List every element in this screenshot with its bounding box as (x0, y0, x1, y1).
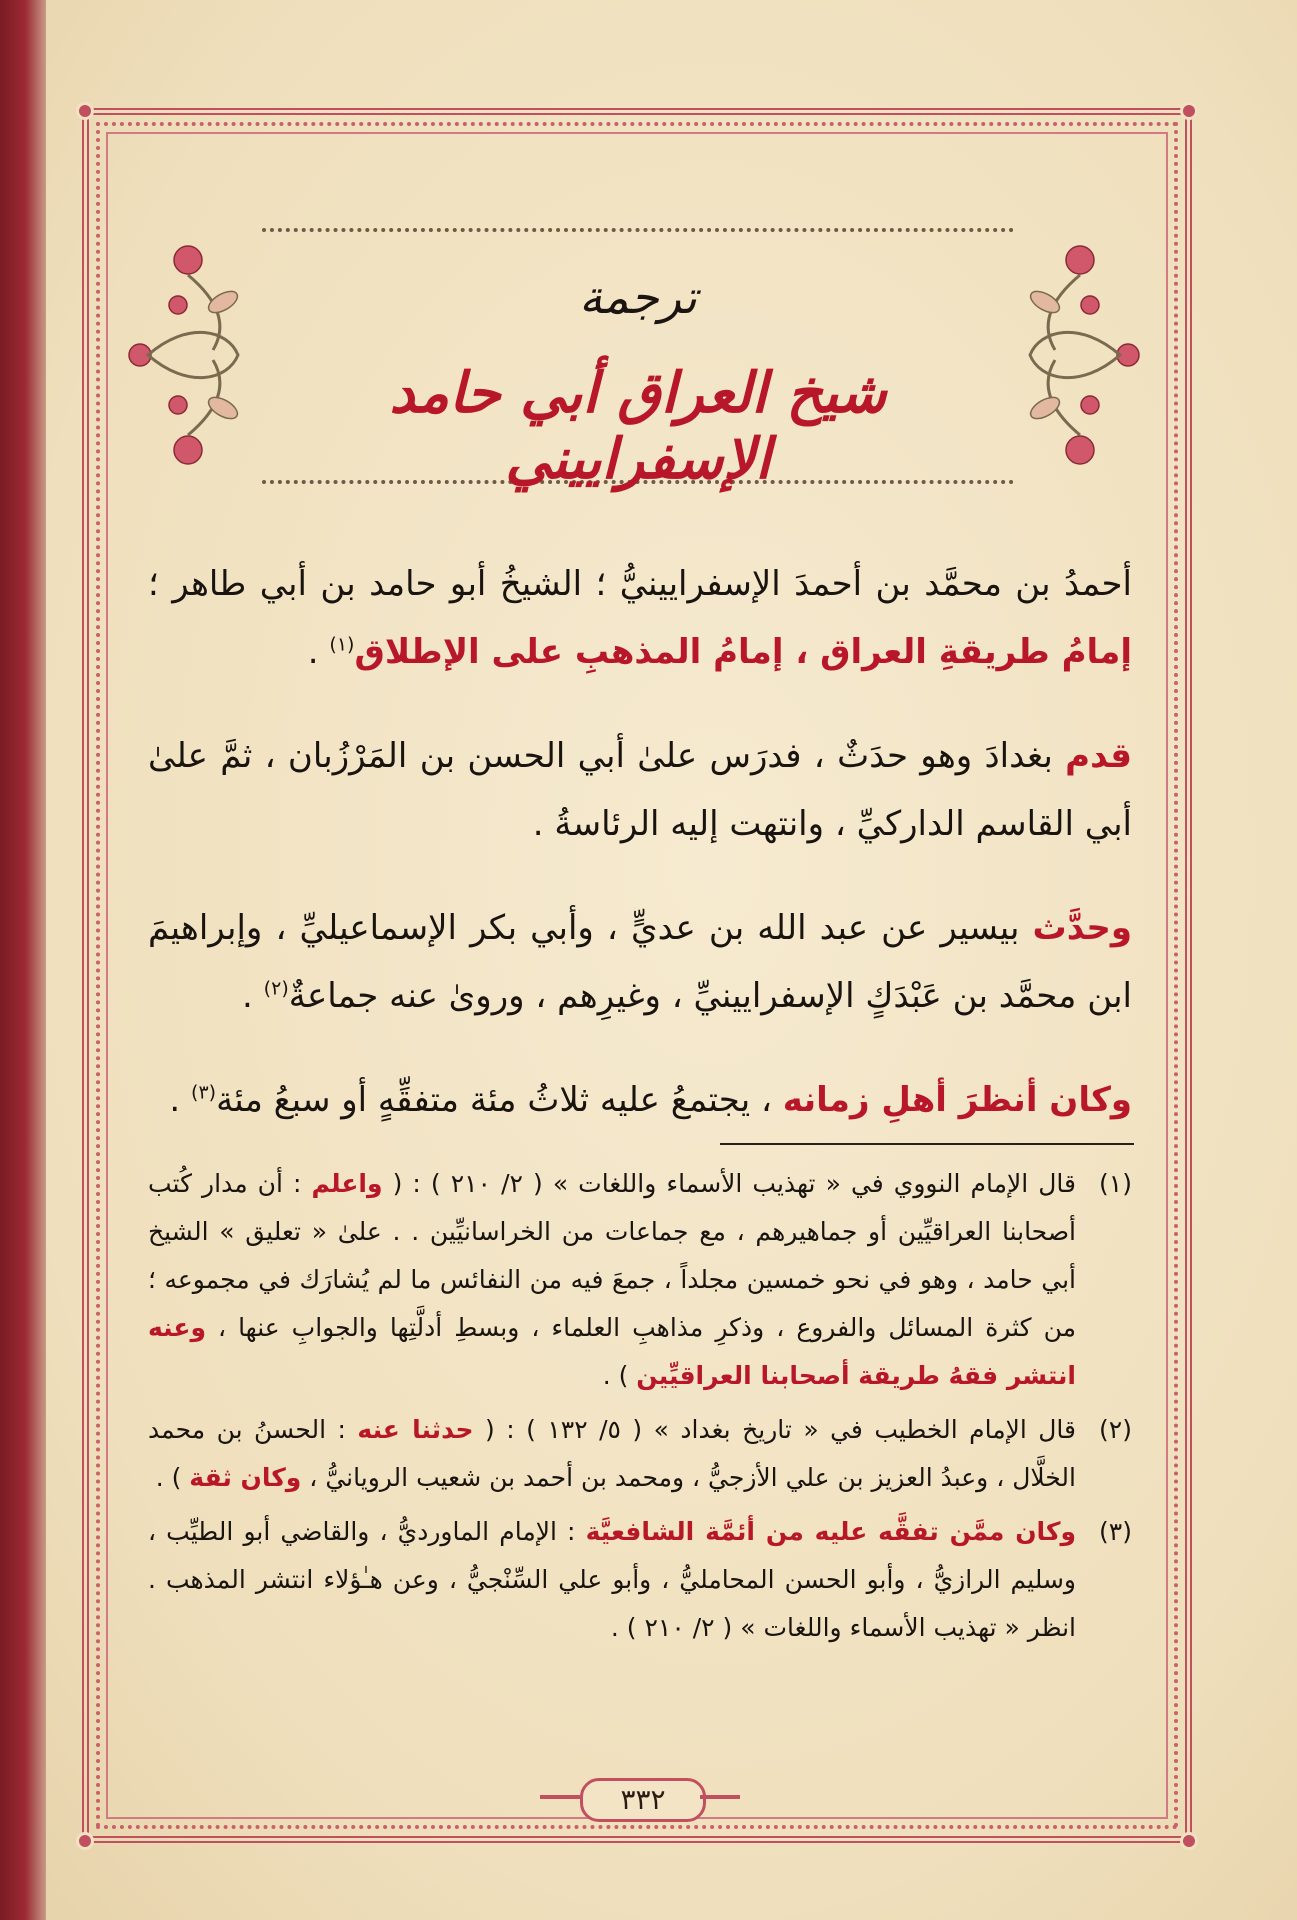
footnotes (148, 1160, 1132, 1658)
highlighted-text: قدم (1065, 736, 1132, 776)
paragraph-text: بيسير عن عبد الله بن عديٍّ ، وأبي بكر الإسماعيليِّ ، وإبراهيمَ ابن محمَّد بن عَبْدَكٍ الإسفرايينيِّ ، وغيرِهم ، وروىٰ عنه جماعةٌ (148, 908, 1132, 1016)
paragraph-end: . (307, 632, 330, 672)
footnote-segment: : الحسنُ بن محمد الخلَّال ، وعبدُ العزيز بن علي الأزجيُّ ، ومحمد بن أحمد بن شعيب الرويانيُّ ، (148, 1415, 1076, 1492)
highlighted-text: حدثنا عنه (357, 1415, 474, 1444)
paragraph (148, 550, 1132, 686)
chapter-subject-title: شيخ العراق أبي حامد الإسفراييني (389, 360, 887, 492)
paragraph (148, 722, 1132, 858)
chapter-heading: ترجمة (579, 270, 697, 324)
footnote-text (148, 1508, 1076, 1652)
page-number-ornament-right (700, 1795, 740, 1799)
highlighted-text: واعلم (311, 1169, 383, 1198)
main-text (148, 550, 1132, 1170)
highlighted-text: وكان أنظرَ أهلِ زمانه (782, 1080, 1132, 1120)
paragraph-text: بغدادَ وهو حدَثٌ ، فدرَس علىٰ أبي الحسن بن المَرْزُبان ، ثمَّ علىٰ أبي القاسم الداركيِّ ، وانتهت إليه الرئاسةُ . (148, 736, 1132, 844)
paragraph-end: . (169, 1080, 192, 1120)
paragraph (148, 894, 1132, 1030)
footnote-ref[interactable]: (٢) (263, 977, 289, 1000)
floral-ornament-left-icon (118, 230, 258, 480)
paragraph (148, 1066, 1132, 1134)
page-number: ٣٣٢ (580, 1778, 706, 1822)
corner-ornament-icon (76, 1832, 94, 1850)
footnote-segment: قال الإمام النووي في « تهذيب الأسماء واللغات » ( ٢/ ٢١٠ ) : ( (382, 1169, 1077, 1198)
corner-ornament-icon (1180, 102, 1198, 120)
footnote-separator (720, 1143, 1134, 1145)
footnote-text (148, 1406, 1076, 1502)
highlighted-text: وكان ممَّن تفقَّه عليه من أئمَّة الشافعيَّة (585, 1517, 1076, 1546)
book-spine (0, 0, 46, 1920)
footnote-segment: قال الإمام الخطيب في « تاريخ بغداد » ( ٥/ ١٣٢ ) : ( (473, 1415, 1076, 1444)
highlighted-text: وعنه انتشر فقهُ طريقة أصحابنا العراقيِّين (148, 1313, 1076, 1390)
footnote-text (148, 1160, 1076, 1400)
footnote-1 (148, 1160, 1132, 1400)
footnote-2 (148, 1406, 1132, 1502)
highlighted-text: إمامُ طريقةِ العراق ، إمامُ المذهبِ على الإطلاق (354, 632, 1132, 672)
footnote-segment: : الإمام الماورديُّ ، والقاضي أبو الطيِّب ، وسليم الرازيُّ ، وأبو الحسن المحامليُّ ، وأبو علي السِّنْجيُّ ، وعن هـٰؤلاء انتشر المذهب . انظر « تهذيب الأسماء واللغات » ( ٢/ ٢١٠ ) . (148, 1517, 1076, 1642)
footnote-number: (٢) (1099, 1415, 1132, 1444)
corner-ornament-icon (76, 102, 94, 120)
corner-ornament-icon (1180, 1832, 1198, 1850)
footnote-segment: ) . (602, 1361, 637, 1390)
highlighted-text: وكان ثقة (189, 1463, 302, 1492)
footnote-segment: ) . (155, 1463, 190, 1492)
highlighted-text: وحدَّث (1032, 908, 1132, 948)
paragraph-text: أحمدُ بن محمَّد بن أحمدَ الإسفرايينيُّ ؛ الشيخُ أبو حامد بن أبي طاهر ؛ (148, 564, 1132, 604)
paragraph-end: . (242, 976, 264, 1016)
page-number-badge (540, 1778, 740, 1818)
paragraph-text: ، يجتمعُ عليه ثلاثُ مئة متفقِّهٍ أو سبعُ مئة (216, 1080, 783, 1120)
footnote-number: (٣) (1099, 1517, 1132, 1546)
footnote-segment: : أن مدار كُتب أصحابنا العراقيِّين أو جماهيرهم ، مع جماعات من الخراسانيِّين . . علىٰ « تعليق » الشيخ أبي حامد ، وهو في نحو خمسين مجلداً ، جمعَ فيه من النفائس ما لم يُشارَك في مجموعه ؛ من كثرة المسائل والفروع ، وذكرِ مذاهبِ العلماء ، وبسطِ أدلَّتِها والجوابِ عنها ، (148, 1169, 1076, 1342)
page-number-ornament-left (540, 1795, 580, 1799)
footnote-ref[interactable]: (٣) (191, 1081, 217, 1104)
footnote-number: (١) (1099, 1169, 1132, 1198)
footnote-ref[interactable]: (١) (329, 633, 355, 656)
footnote-3 (148, 1508, 1132, 1652)
floral-ornament-right-icon (1010, 230, 1150, 480)
